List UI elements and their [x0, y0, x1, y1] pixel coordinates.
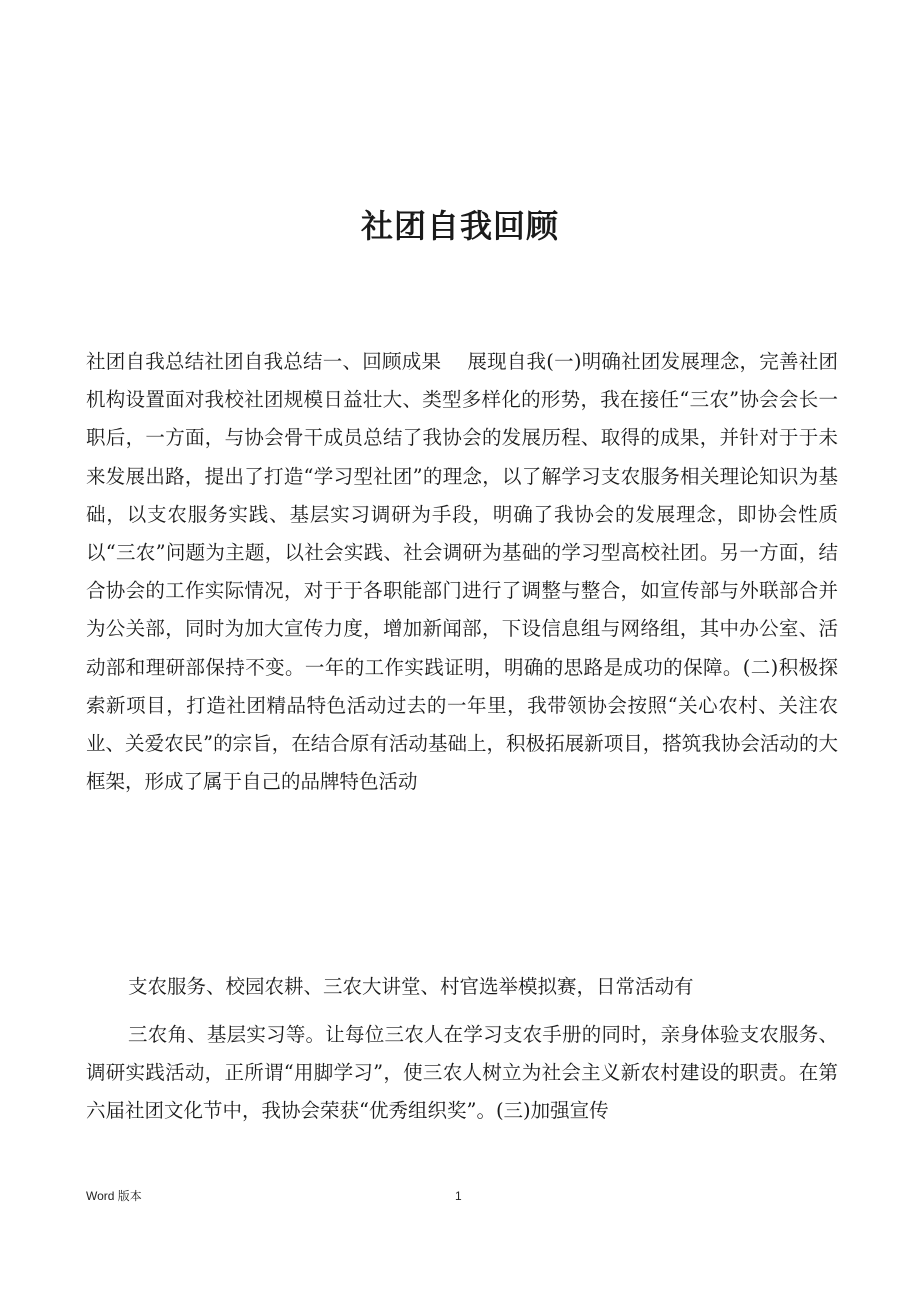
body-paragraph-2: 支农服务、校园农耕、三农大讲堂、村官选举模拟赛，日常活动有	[128, 975, 694, 998]
footer-page-number: 1	[455, 1189, 462, 1203]
body-paragraph-1: 社团自我总结社团自我总结一、回顾成果 展现自我(一)明确社团发展理念，完善社团机构设置面对我校社团规模日益壮大、类型多样化的形势，我在接任“三农”协会会长一职后，一方面，与协会骨干成员总结了我协会的发展历程、取得的成果，并针对于于未来发展出路，提出了打造“学习型社团”的理念，以了解学习支农服务相关理论知识为基础，以支农服务实践、基层实习调研为手段，明确了我协会的发展理念，即协会性质以“三农”问题为主题，以社会实践、社会调研为基础的学习型高校社团。另一方面，结合协会的工作实际情况，对于于各职能部门进行了调整与整合，如宣传部与外联部合并为公关部，同时为加大宣传力度，增加新闻部，下设信息组与网络组，其中办公室、活动部和理研部保持不变。一年的工作实践证明，明确的思路是成功的保障。(二)积极探索新项目，打造社团精品特色活动过去的一年里，我带领协会按照“关心农村、关注农业、关爱农民”的宗旨，在结合原有活动基础上，积极拓展新项目，搭筑我协会活动的大框架，形成了属于自己的品牌特色活动	[86, 350, 838, 794]
footer-version-label: Word 版本	[86, 1189, 142, 1203]
document-title: 社团自我回顾	[360, 207, 559, 245]
body-paragraph-3: 三农角、基层实习等。让每位三农人在学习支农手册的同时，亲身体验支农服务、调研实践活动，正所谓“用脚学习”，使三农人树立为社会主义新农村建设的职责。在第六届社团文化节中，我协会荣获“优秀组织奖”。(三)加强宣传	[86, 1023, 838, 1123]
